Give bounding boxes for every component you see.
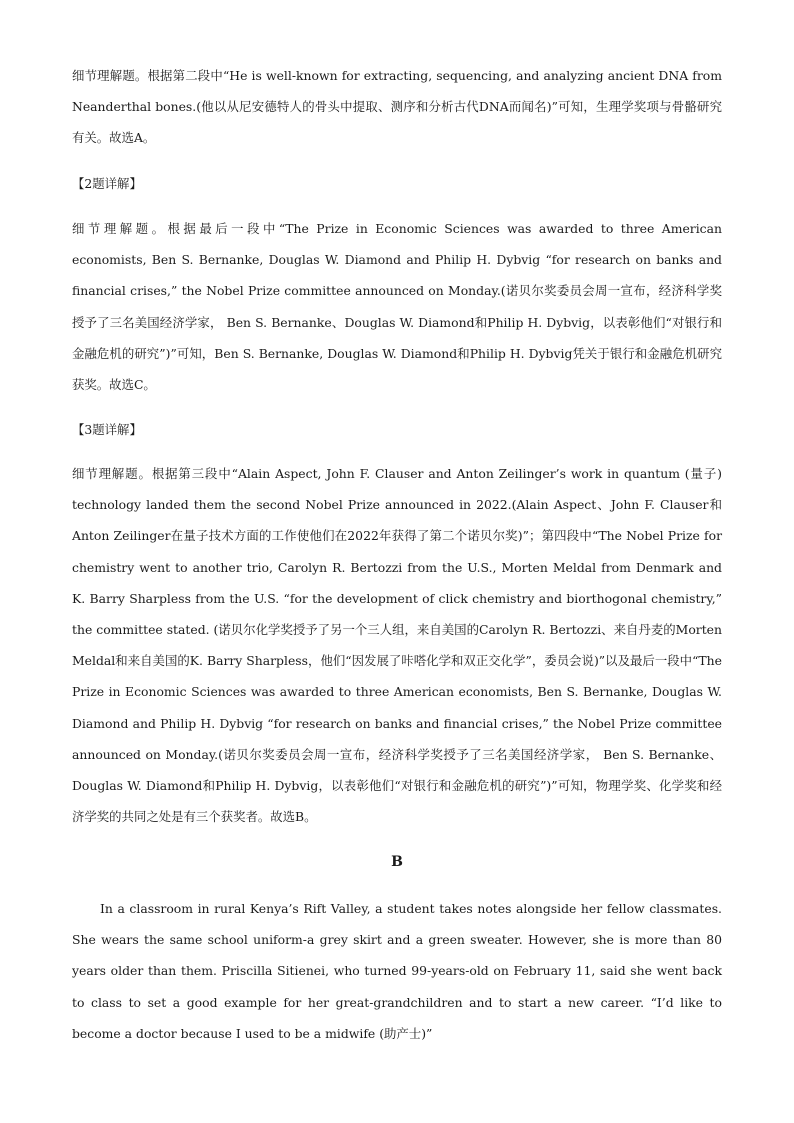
q2-explanation: 细节理解题。根据最后一段中“The Prize in Economic Sciences was awarded to three American economists, Ben S. Bernanke, Douglas W. Diamond and Philip H. Dybvig “for research on banks and financial crises,” the Nobel Prize committee announced on Monday.(诺贝尔奖委员会周一宣布，经济科学奖授予了三名美国经济学家， Ben S. Bernanke、Douglas W. Diamond和Philip H. Dybvig，以表彰他们“对银行和金融危机的研究”)”可知，Ben S. Bernanke, Douglas W. Diamond和Philip H. Dybvig凭关于银行和金融危机研究获奖。故选C。 [72, 221, 722, 393]
q3-explanation: 细节理解题。根据第三段中“Alain Aspect, John F. Clauser and Anton Zeilinger’s work in quantum (量子) technology landed them the second Nobel Prize announced in 2022.(Alain Aspect、John F. Clauser和Anton Zeilinger在量子技术方面的工作使他们在2022年获得了第二个诺贝尔奖)”；第四段中“The Nobel Prize for chemistry went to another trio, Carolyn R. Bertozzi from the U.S., Morten Meldal from Denmark and K. Barry Sharpless from the U.S. “for the development of click chemistry and biorthogonal chemistry,” the committee stated. (诺贝尔化学奖授予了另一个三人组，来自美国的Carolyn R. Bertozzi、来自丹麦的Morten Meldal和来自美国的K. Barry Sharpless，他们“因发展了咔嗒化学和双正交化学”，委员会说)”以及最后一段中“The Prize in Economic Sciences was awarded to three American economists, Ben S. Bernanke, Douglas W. Diamond and Philip H. Dybvig “for research on banks and financial crises,” the Nobel Prize committee announced on Monday.(诺贝尔奖委员会周一宣布，经济科学奖授予了三名美国经济学家， Ben S. Bernanke、Douglas W. Diamond和Philip H. Dybvig，以表彰他们“对银行和金融危机的研究”)”可知，物理学奖、化学奖和经济学奖的共同之处是有三个获奖者。故选B。 [72, 466, 722, 825]
section-b-title: B [391, 854, 403, 870]
q1-explanation: 细节理解题。根据第二段中“He is well-known for extracting, sequencing, and analyzing ancient DNA from Neanderthal bones.(他以从尼安德特人的骨头中提取、测序和分析古代DNA而闻名)”可知，生理学奖项与骨骼研究有关。故选A。 [72, 68, 722, 146]
section-b-passage: In a classroom in rural Kenya’s Rift Valley, a student takes notes alongside her fellow classmates. She wears the same school uniform-a grey skirt and a green sweater. However, she is more than 80 years older than them. Priscilla Sitienei, who turned 99-years-old on February 11, said she went back to class to set a good example for her great-grandchildren and to start a new career. “I’d like to become a doctor because I used to be a midwife (助产士)” [72, 901, 722, 1041]
q2-heading: 【2题详解】 [72, 176, 142, 191]
q3-heading: 【3题详解】 [72, 422, 142, 437]
